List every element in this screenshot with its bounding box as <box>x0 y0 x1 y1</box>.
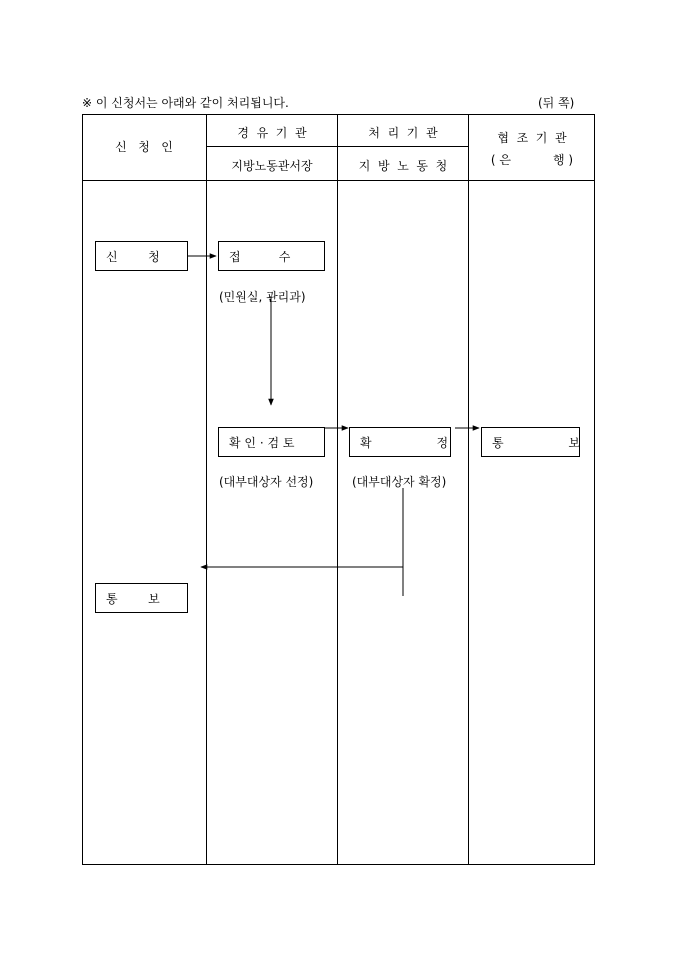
notice-text: ※ 이 신청서는 아래와 같이 처리됩니다. <box>82 96 289 110</box>
step-verify-note: (대부대상자 선정) <box>219 475 314 489</box>
step-apply: 신 청 <box>95 241 188 271</box>
step-confirm: 확 정 <box>349 427 451 457</box>
back-side-label: (뒤 쪽) <box>538 96 575 110</box>
header-via-agency: 경 유 기 관 <box>237 126 307 140</box>
step-receive-note: (민원실, 관리과) <box>219 290 306 304</box>
step-notify-applicant: 통 보 <box>95 583 188 613</box>
header-processing-agency-sub: 지 방 노 동 청 <box>358 159 448 173</box>
header-via-agency-sub: 지방노동관서장 <box>231 159 313 173</box>
header-processing-agency: 처 리 기 관 <box>368 126 438 140</box>
header-cooperating-agency-sub: ( 은 행 ) <box>490 153 574 167</box>
step-verify: 확 인 · 검 토 <box>218 427 325 457</box>
header-applicant: 신 청 인 <box>115 140 173 154</box>
step-notify-bank: 통 보 <box>481 427 580 457</box>
step-receive: 접 수 <box>218 241 325 271</box>
step-confirm-note: (대부대상자 확정) <box>352 475 447 489</box>
header-cooperating-agency: 협 조 기 관 <box>497 131 567 145</box>
